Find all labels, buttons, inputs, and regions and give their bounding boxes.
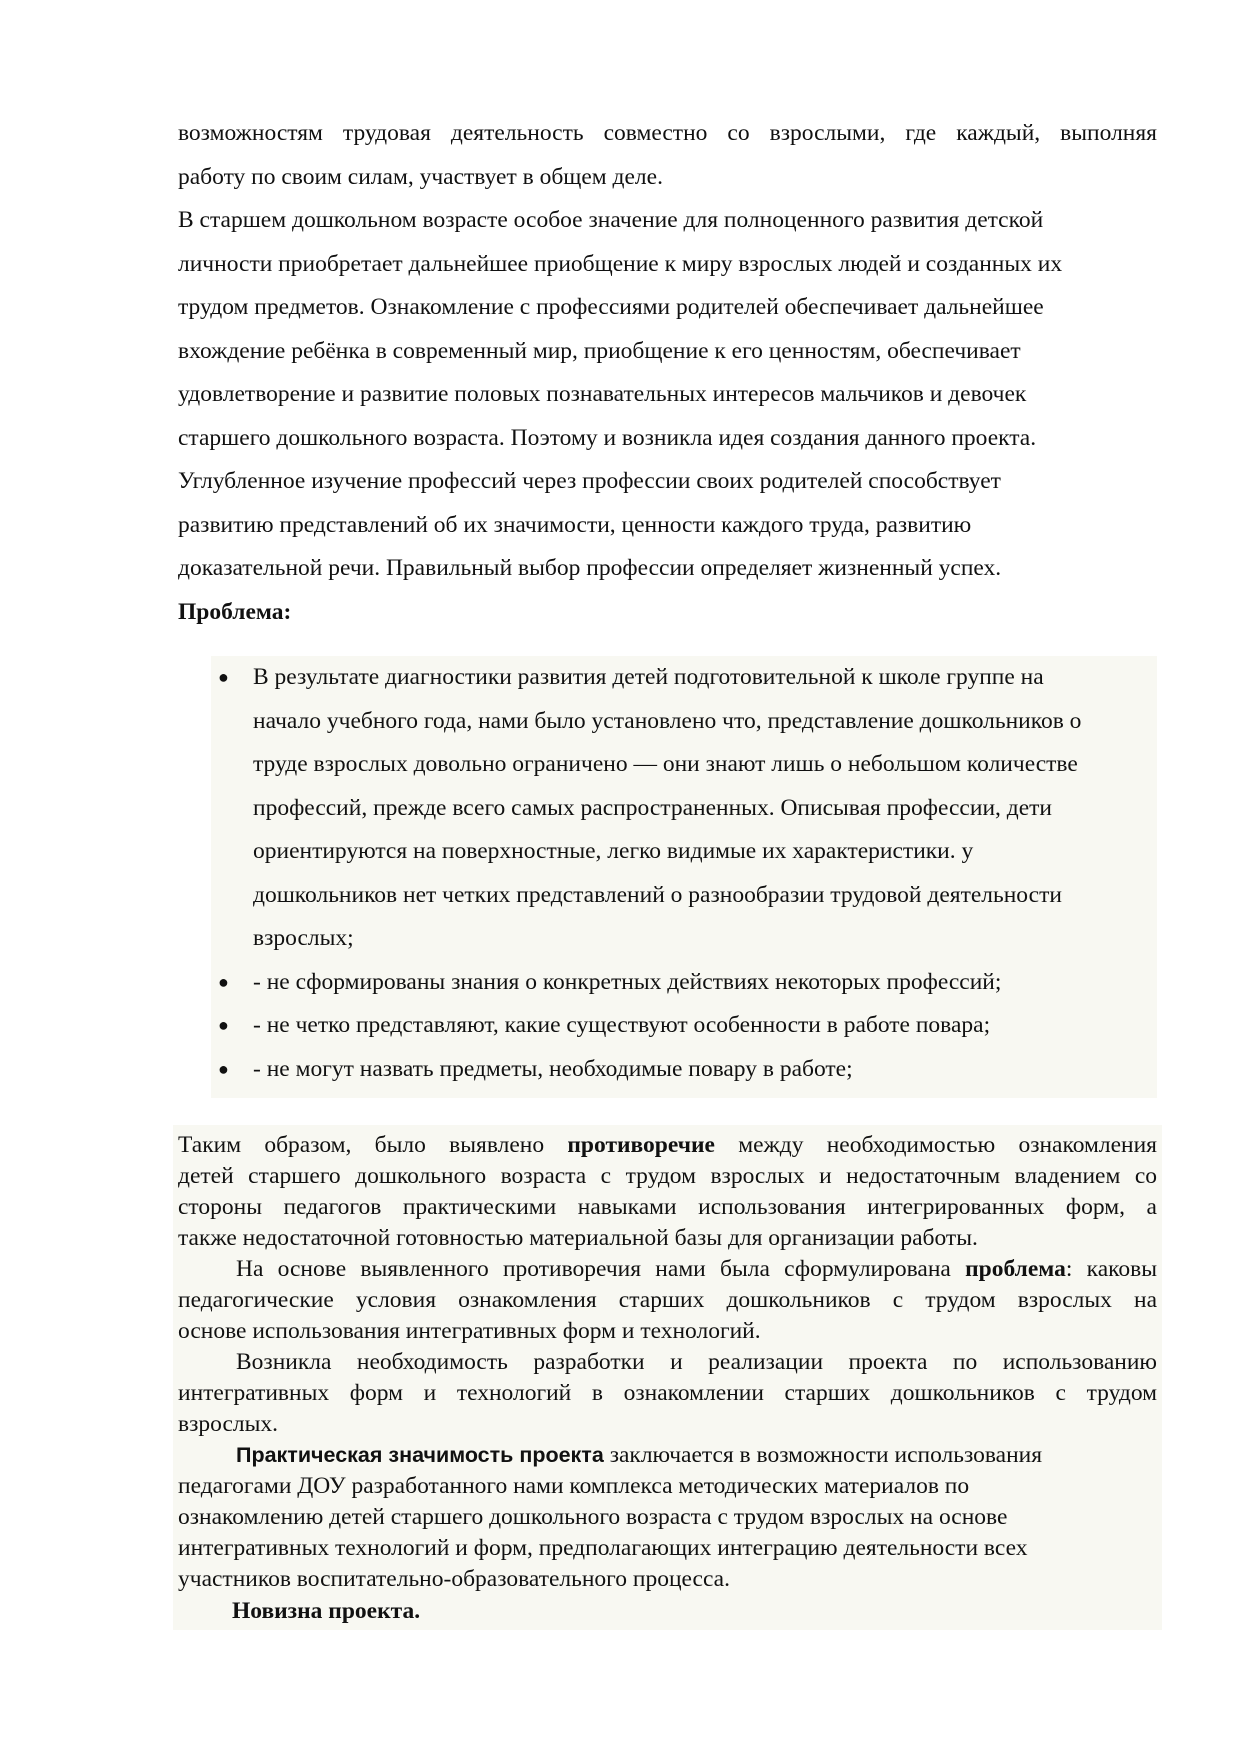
text-line: детей старшего дошкольного возраста с трудом взрослых и недостаточным владением со [178,1163,1157,1189]
bullet-icon: ● [218,667,229,687]
text-run: Таким образом, было выявлено [178,1132,568,1158]
text-line: Углубленное изучение профессий через профессии своих родителей способствует [178,468,1001,494]
text-line: доказательной речи. Правильный выбор профессии определяет жизненный успех. [178,555,1002,581]
text-line: В результате диагностики развития детей подготовительной к школе группе на [253,664,1044,690]
text-line: ознакомлению детей старшего дошкольного возраста с трудом взрослых на основе [178,1504,1008,1530]
text-line: основе использования интегративных форм и технологий. [178,1318,761,1344]
text-line: вхождение ребёнка в современный мир, приобщение к его ценностям, обеспечивает [178,337,1021,364]
text-run: между необходимостью ознакомления [714,1132,1157,1158]
list-item [211,961,1157,1005]
text-line: - не могут назвать предметы, необходимые повару в работе; [253,1055,853,1082]
intro-paragraphs [178,112,1157,634]
text-line: начало учебного года, нами было установлено что, представление дошкольников о [253,707,1082,734]
text-line: участников воспитательно-образовательного процесса. [178,1566,730,1592]
text-line: ориентируются на поверхностные, легко видимые их характеристики. у [253,838,974,864]
text-line: возможностям трудовая деятельность совместно со взрослыми, где каждый, выполняя [178,120,1157,146]
list-item [211,1004,1157,1048]
text-line: дошкольников нет четких представлений о разнообразии трудовой деятельности [253,881,1062,908]
bullet-icon: ● [218,1058,229,1079]
text-line: развитию представлений об их значимости, ценности каждого труда, развитию [178,511,972,538]
bullet-icon: ● [218,971,229,992]
text-run: На основе выявленного противоречия нами была сформулирована [236,1256,966,1282]
problem-heading: Проблема: [178,598,292,625]
text-line: личности приобретает дальнейшее приобщение к миру взрослых людей и созданных их [178,250,1063,277]
text-line [178,1130,1157,1161]
bold-term: проблема [965,1256,1066,1282]
text-line: трудом предметов. Ознакомление с профессиями родителей обеспечивает дальнейшее [178,294,1044,320]
text-run: заключается в возможности использования [603,1442,1043,1468]
text-line [178,1254,1157,1285]
bold-term: Практическая значимость проекта [236,1443,604,1467]
text-line: педагогические условия ознакомления старших дошкольников с трудом взрослых на [178,1287,1157,1313]
contradiction-section [178,1130,1157,1627]
bullet-icon: ● [218,1015,229,1035]
text-line: взрослых. [178,1411,279,1437]
text-line: - не сформированы знания о конкретных действиях некоторых профессий; [253,968,1002,995]
text-line: старшего дошкольного возраста. Поэтому и возникла идея создания данного проекта. [178,424,1037,451]
bold-term: противоречие [567,1132,715,1158]
text-line: В старшем дошкольном возрасте особое значение для полноценного развития детской [178,207,1044,233]
text-line: также недостаточной готовностью материальной базы для организации работы. [178,1225,978,1251]
text-line: удовлетворение и развитие половых познавательных интересов мальчиков и девочек [178,381,1027,407]
text-line: работу по своим силам, участвует в общем деле. [178,163,663,190]
text-line: труде взрослых довольно ограничено — они знают лишь о небольшом количестве [253,751,1078,777]
text-line: - не четко представляют, какие существуют особенности в работе повара; [253,1012,991,1038]
text-line: педагогами ДОУ разработанного нами комплекса методических материалов по [178,1473,970,1499]
list-item [211,656,1157,961]
problem-list [211,656,1157,1091]
list-item [211,1048,1157,1092]
text-line: интегративных форм и технологий в ознакомлении старших дошкольников с трудом [178,1380,1157,1406]
text-line [178,1440,1157,1471]
text-line: взрослых; [253,925,354,951]
text-line: интегративных технологий и форм, предполагающих интеграцию деятельности всех [178,1535,1028,1561]
text-line: стороны педагогов практическими навыками использования интегрированных форм, а [178,1194,1157,1220]
novelty-heading: Новизна проекта. [232,1598,421,1624]
text-run: : каковы [1065,1256,1157,1282]
text-line: профессий, прежде всего самых распространенных. Описывая профессии, дети [253,794,1052,821]
text-line: Возникла необходимость разработки и реализации проекта по использованию [236,1349,1157,1375]
